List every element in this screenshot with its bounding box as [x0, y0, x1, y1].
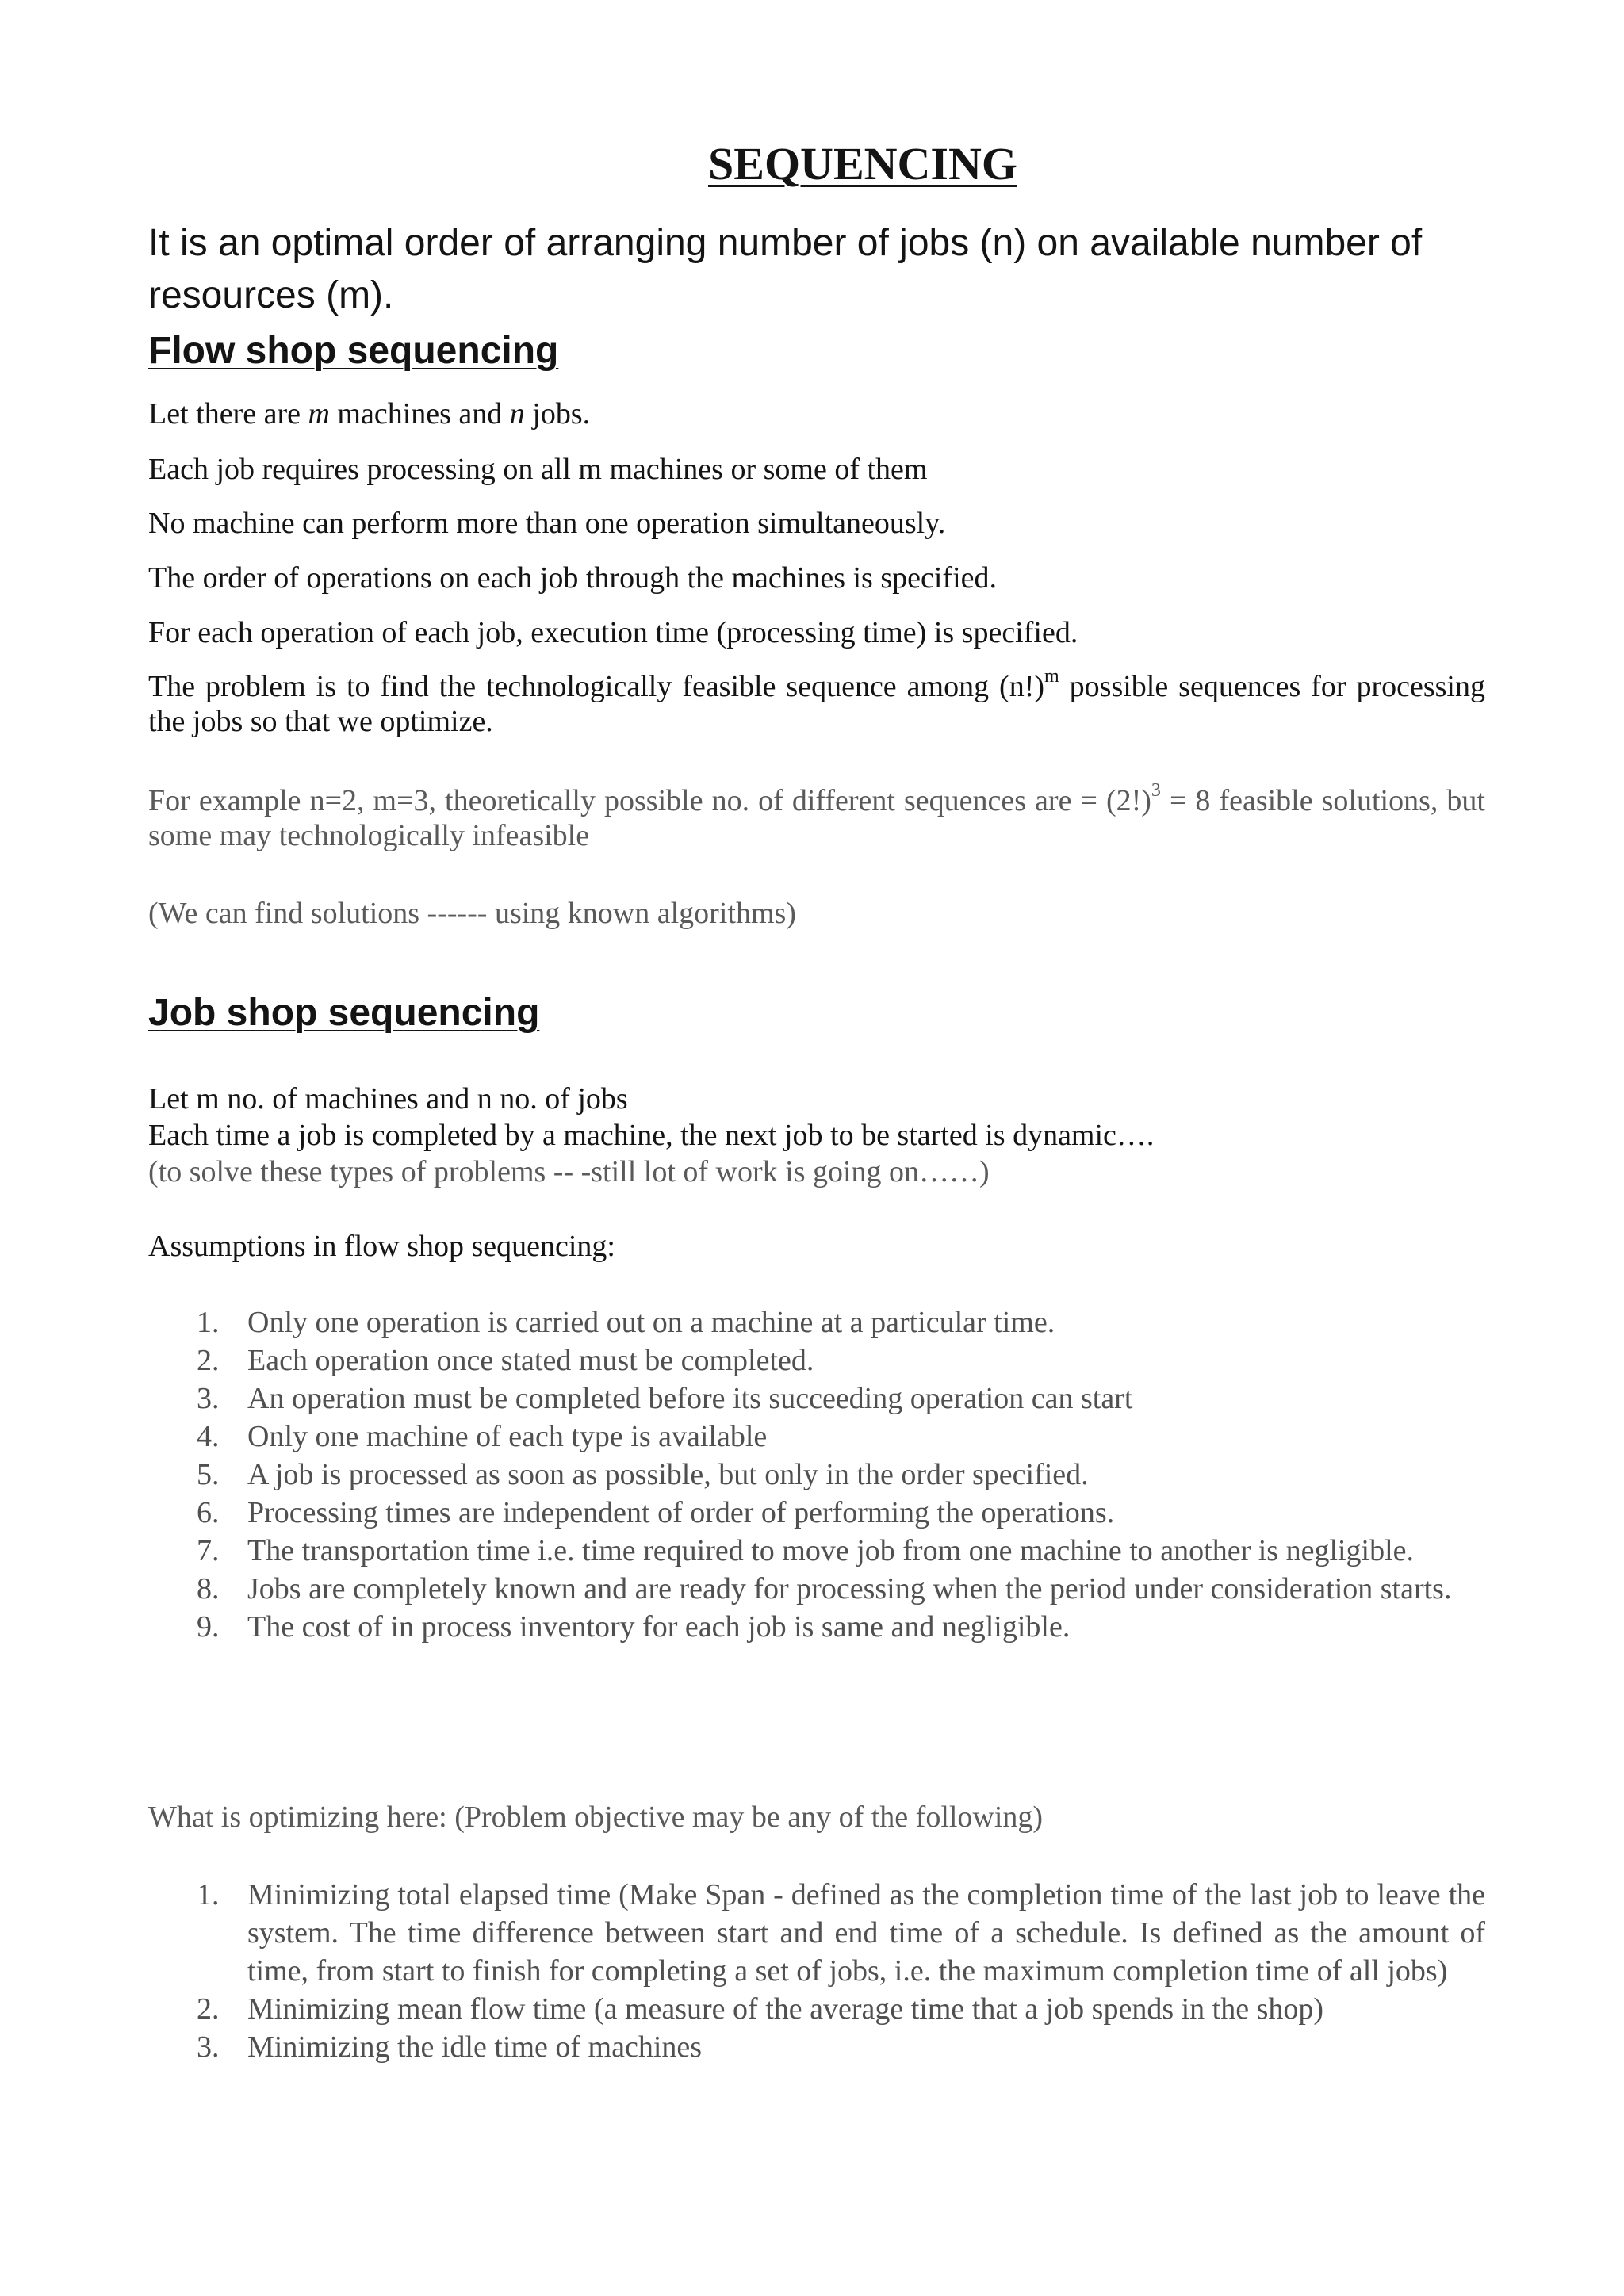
- list-text: Minimizing the idle time of machines: [247, 2030, 703, 2064]
- list-item: [0, 1418, 1485, 1456]
- list-item: [0, 1303, 1485, 1341]
- list-text: The cost of in process inventory for each job is same and negligible.: [247, 1610, 1071, 1644]
- list-item: [0, 2028, 1485, 2066]
- objectives-heading: What is optimizing here: (Problem objective may be any of the following): [148, 1800, 1044, 1834]
- assumptions-heading: Assumptions in flow shop sequencing:: [148, 1230, 615, 1263]
- superscript: m: [1044, 666, 1059, 687]
- flow-shop-line-1: [148, 396, 1485, 431]
- intro-paragraph: It is an optimal order of arranging number of jobs (n) on available number of resources (m).: [148, 222, 1423, 316]
- list-number: 7.: [197, 1534, 220, 1567]
- job-shop-line-3: (to solve these types of problems -- -still lot of work is going on……): [148, 1155, 990, 1188]
- text-run: jobs.: [524, 397, 591, 430]
- list-item: [0, 1494, 1485, 1532]
- list-number: 2.: [197, 1344, 220, 1377]
- list-text: Minimizing mean flow time (a measure of the average time that a job spends in the shop): [247, 1992, 1324, 2026]
- flow-shop-note: (We can find solutions ------ using known algorithms): [148, 897, 796, 930]
- list-number: 5.: [197, 1458, 220, 1491]
- list-text: Minimizing total elapsed time (Make Span - defined as the completion time of the last job to leave the system. The time difference between start and end time of a schedule. Is defined as the amount of time, from start to finish for completing a set of jobs, i.e. the maximum completion time of all jobs): [247, 1878, 1485, 1988]
- text-run: Let there are: [148, 397, 308, 430]
- list-text: Jobs are completely known and are ready for processing when the period under consideration starts.: [247, 1572, 1452, 1605]
- list-number: 9.: [197, 1610, 220, 1644]
- list-number: 4.: [197, 1420, 220, 1453]
- text-run: possible sequences for processing the jobs so that we optimize.: [148, 670, 1485, 738]
- list-text: An operation must be completed before its succeeding operation can start: [247, 1382, 1133, 1415]
- text-run-italic: m: [308, 397, 330, 430]
- assumptions-list: [0, 1303, 1485, 1646]
- text-run: = 8 feasible solutions, but some may technologically infeasible: [148, 784, 1485, 852]
- job-shop-line-1: Let m no. of machines and n no. of jobs: [148, 1082, 628, 1115]
- flow-shop-line-6: [148, 666, 1485, 739]
- list-number: 8.: [197, 1572, 220, 1605]
- text-run: machines and: [329, 397, 510, 430]
- list-text: Processing times are independent of order of performing the operations.: [247, 1496, 1115, 1529]
- list-number: 2.: [197, 1992, 220, 2026]
- list-text: Each operation once stated must be completed.: [247, 1344, 814, 1377]
- list-item: [0, 1876, 1485, 1990]
- objectives-list: [0, 1876, 1485, 2066]
- flow-shop-line-4: The order of operations on each job through the machines is specified.: [148, 561, 997, 595]
- list-item: [0, 1608, 1485, 1646]
- flow-shop-line-3: No machine can perform more than one operation simultaneously.: [148, 507, 946, 540]
- text-run-italic: n: [509, 397, 525, 430]
- list-text: The transportation time i.e. time required to move job from one machine to another is negligible.: [247, 1534, 1415, 1567]
- list-item: [0, 1532, 1485, 1570]
- list-number: 3.: [197, 2030, 220, 2064]
- list-text: Only one operation is carried out on a machine at a particular time.: [247, 1306, 1055, 1339]
- list-text: Only one machine of each type is available: [247, 1420, 768, 1453]
- text-run: For example n=2, m=3, theoretically possible no. of different sequences are = (2!): [148, 784, 1151, 817]
- list-text: A job is processed as soon as possible, but only in the order specified.: [247, 1458, 1089, 1491]
- superscript: 3: [1151, 780, 1161, 801]
- list-item: [0, 1456, 1485, 1494]
- list-number: 1.: [197, 1306, 220, 1339]
- list-number: 1.: [197, 1878, 220, 1911]
- page-title: SEQUENCING: [708, 138, 1017, 189]
- list-item: [0, 1990, 1485, 2028]
- flow-shop-example: [148, 780, 1485, 853]
- flow-shop-line-5: For each operation of each job, execution time (processing time) is specified.: [148, 616, 1078, 649]
- job-shop-heading: Job shop sequencing: [148, 992, 540, 1034]
- flow-shop-line-2: Each job requires processing on all m machines or some of them: [148, 453, 928, 486]
- text-run: The problem is to find the technologically feasible sequence among (n!): [148, 670, 1045, 703]
- list-number: 3.: [197, 1382, 220, 1415]
- flow-shop-heading: Flow shop sequencing: [148, 330, 559, 372]
- list-item: [0, 1341, 1485, 1380]
- list-number: 6.: [197, 1496, 220, 1529]
- job-shop-line-2: Each time a job is completed by a machine, the next job to be started is dynamic….: [148, 1119, 1155, 1152]
- list-item: [0, 1570, 1485, 1608]
- list-item: [0, 1380, 1485, 1418]
